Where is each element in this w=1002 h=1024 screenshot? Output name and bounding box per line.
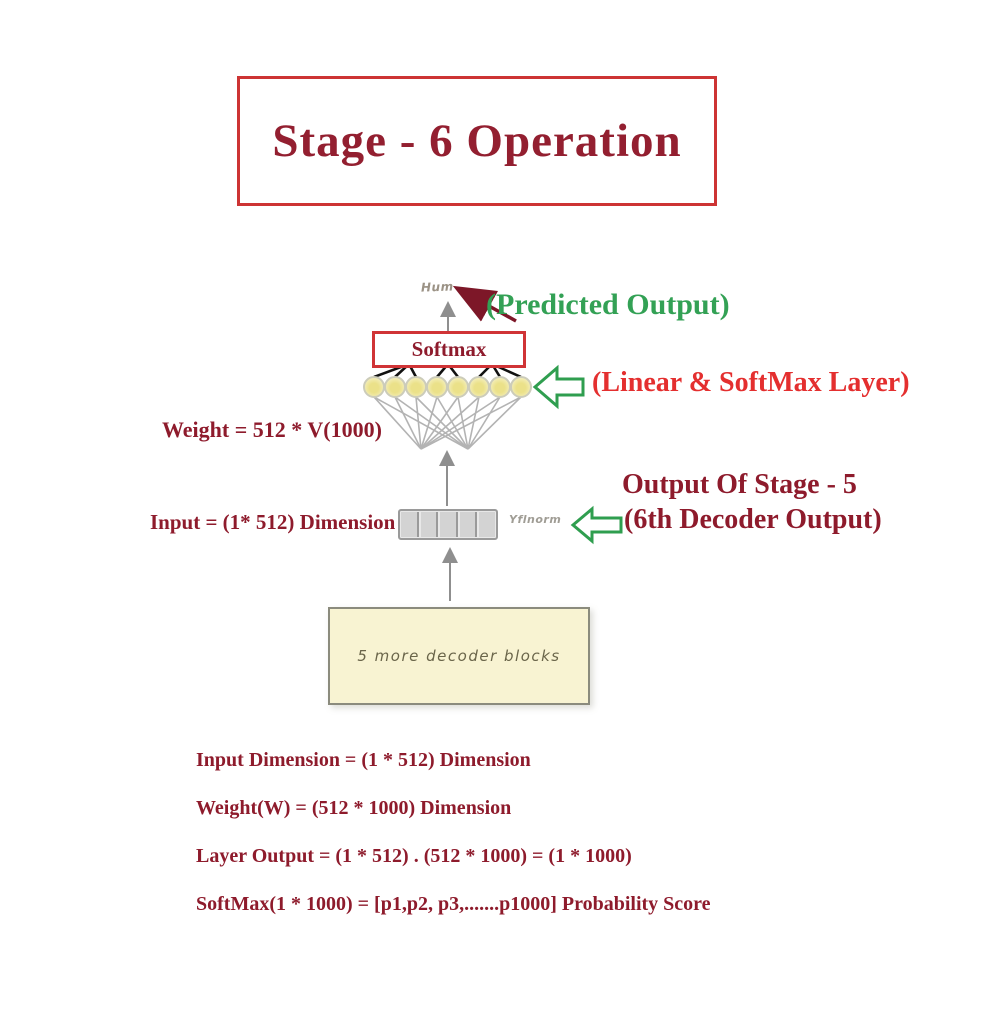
neuron-to-input-lines <box>374 397 521 449</box>
norm-label: Yflnorm <box>509 513 562 526</box>
formula-input-dimension: Input Dimension = (1 * 512) Dimension <box>196 749 531 771</box>
vector-cell <box>401 512 419 537</box>
predicted-output-label: (Predicted Output) <box>486 288 730 321</box>
neuron <box>426 376 448 398</box>
formula-layer-output: Layer Output = (1 * 512) . (512 * 1000) = (1 * 1000) <box>196 845 632 867</box>
vector-cell <box>440 512 458 537</box>
vector-cell <box>421 512 439 537</box>
title-box <box>237 76 717 206</box>
softmax-box <box>372 331 526 368</box>
neuron <box>510 376 532 398</box>
neuron <box>468 376 490 398</box>
neuron <box>489 376 511 398</box>
neuron <box>405 376 427 398</box>
vector-cell <box>479 512 495 537</box>
decoder-blocks-box <box>328 607 590 705</box>
weight-label: Weight = 512 * V(1000) <box>162 417 382 442</box>
linear-softmax-label: (Linear & SoftMax Layer) <box>592 367 910 398</box>
neuron <box>447 376 469 398</box>
input-vector <box>398 509 498 540</box>
formula-weight: Weight(W) = (512 * 1000) Dimension <box>196 797 512 819</box>
left-block-arrow-icon <box>573 509 621 541</box>
decoder-box-label: 5 more decoder blocks <box>357 647 561 665</box>
softmax-label: Softmax <box>411 337 487 361</box>
input-label: Input = (1* 512) Dimension <box>150 510 396 534</box>
output-stage-label: Output Of Stage - 5 <box>622 469 857 500</box>
page-title: Stage - 6 Operation <box>272 115 682 167</box>
neuron <box>384 376 406 398</box>
predicted-word: Hum <box>420 279 454 295</box>
formula-softmax: SoftMax(1 * 1000) = [p1,p2, p3,.......p1000] Probability Score <box>196 893 711 915</box>
vector-cell <box>460 512 478 537</box>
left-block-arrow-icon <box>535 368 583 406</box>
decoder-output-label: (6th Decoder Output) <box>624 504 882 535</box>
neuron <box>363 376 385 398</box>
